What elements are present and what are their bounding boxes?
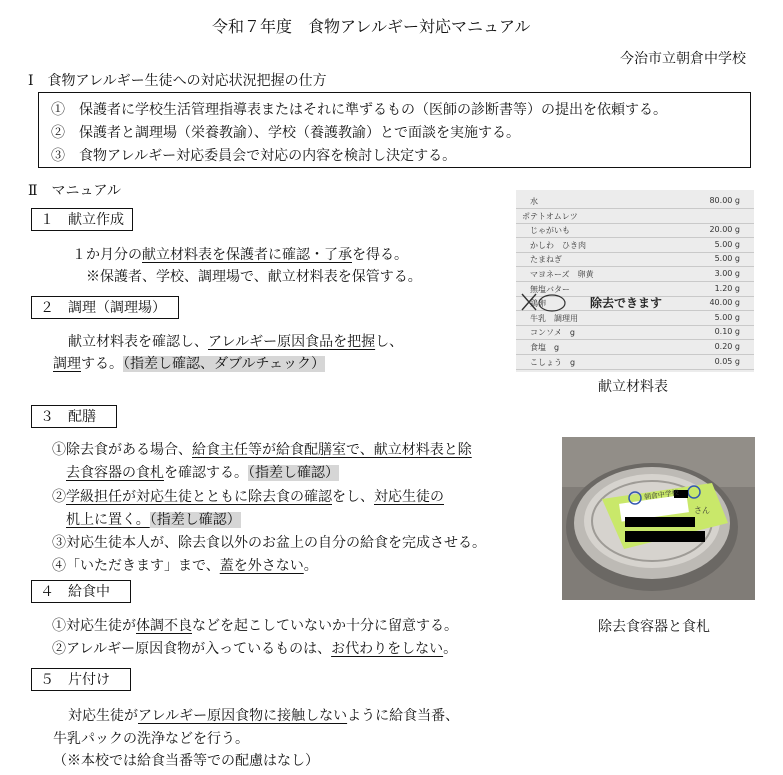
s3-line1-a: ①除去食がある場合、 (52, 442, 192, 458)
sheet-row-value: 0.10 g (714, 327, 740, 337)
s5-line3: （※本校では給食当番等での配慮はなし） (53, 753, 319, 769)
sheet-row-value: 1.20 g (714, 283, 740, 293)
s3-line4 (66, 509, 241, 529)
sheet-row-name: マヨネーズ 卵黄 (530, 270, 594, 279)
s2-line1-a: 献立材料表を確認し、 (68, 334, 208, 350)
s3-line6 (52, 555, 318, 575)
meal-label-school: 朝倉中学校 (643, 488, 680, 502)
sheet-row-value: 0.05 g (714, 356, 740, 366)
s4-line2-b: お代わりをしない (331, 641, 444, 657)
sheet-row-name: 鶏卵 (530, 299, 546, 309)
s4-line1 (52, 615, 458, 635)
s1-line1 (72, 244, 408, 264)
container-caption: 除去食容器と食札 (598, 619, 710, 635)
sheet-row-name: 牛乳 調理用 (530, 313, 578, 323)
meal-label-suffix: さん (694, 506, 710, 515)
subsection-2-title: ２ 調理（調理場） (31, 296, 179, 319)
s3-line2-b: を確認する。 (164, 465, 248, 481)
s4-line2 (52, 638, 457, 658)
s2-line2 (53, 353, 325, 373)
section1-item-3: ③ 食物アレルギー対応委員会で対応の内容を検討し決定する。 (51, 148, 457, 164)
cross-mark-icon (516, 190, 754, 372)
sheet-row-name: たまねぎ (530, 255, 562, 265)
subsection-4-title: ４ 給食中 (31, 580, 131, 603)
s3-line2-a: 去食容器の食札 (66, 465, 164, 481)
s2-line1 (68, 331, 403, 351)
ingredient-sheet-photo (516, 190, 754, 372)
s2-line2-b: する。 (81, 356, 123, 372)
handwritten-note: 除去できます (590, 296, 663, 310)
container-photo (562, 437, 755, 600)
sheet-row-value: 20.00 g (709, 225, 740, 235)
s4-line2-c: 。 (443, 641, 458, 657)
section1-item-1: ① 保護者に学校生活管理指導表またはそれに準ずるもの（医師の診断書等）の提出を依頼する。 (51, 102, 667, 118)
sheet-row-value: 5.00 g (714, 239, 740, 249)
section1-heading: Ⅰ 食物アレルギー生徒への対応状況把握の仕方 (28, 73, 327, 89)
s5-line1-c: ように給食当番、 (347, 708, 460, 724)
s3-line4-a: 机上に置く。 (66, 512, 150, 528)
s4-line2-a: ②アレルギー原因食物が入っているものは、 (52, 641, 332, 657)
s3-line4-b: （指差し確認） (149, 512, 241, 528)
s3-line2 (66, 462, 339, 482)
s3-line3 (52, 486, 444, 506)
s3-line2-c: （指差し確認） (248, 465, 339, 481)
s3-line1 (52, 439, 472, 459)
s1-line1-a: １か月分の (72, 247, 142, 263)
sheet-row-name: かしわ ひき肉 (530, 240, 586, 250)
s3-line5: ③対応生徒本人が、除去食以外のお盆上の自分の給食を完成させる。 (52, 535, 486, 551)
s2-line1-b: アレルギー原因食品を把握 (208, 334, 376, 350)
s3-line3-b: 学級担任が対応生徒とともに除去食の確認 (66, 489, 332, 505)
sheet-row-value: 80.00 g (709, 196, 740, 205)
school-name: 今治市立朝倉中学校 (620, 51, 746, 67)
s1-line2: ※保護者、学校、調理場で、献立材料表を保管する。 (86, 269, 422, 285)
sheet-row-name: こしょう g (530, 357, 576, 367)
s4-line1-a: ①対応生徒が (52, 618, 136, 634)
section1-box (38, 92, 751, 168)
sheet-row-name: 水 (530, 197, 538, 206)
s5-line1-b: アレルギー原因食物に接触しない (138, 708, 348, 724)
sheet-row-value: 0.20 g (714, 342, 740, 351)
s3-line6-c: 。 (303, 558, 318, 574)
s3-line3-c: をし、 (332, 489, 374, 505)
subsection-5-title: ５ 片付け (31, 668, 131, 691)
sheet-row-name: じゃがいも (530, 226, 570, 236)
section1-item-2: ② 保護者と調理場（栄養教諭）、学校（養護教諭）とで面談を実施する。 (51, 125, 520, 141)
sheet-row-value: 3.00 g (714, 269, 740, 278)
s4-line1-b: 体調不良 (136, 618, 192, 634)
s3-line6-a: ④「いただきます」まで、 (52, 558, 220, 574)
s3-line6-b: 蓋を外さない (219, 558, 304, 574)
s5-line1 (68, 705, 459, 725)
subsection-3-title: ３ 配膳 (31, 405, 117, 428)
container-icon (562, 437, 755, 600)
subsection-1-title: １ 献立作成 (31, 208, 133, 231)
sheet-row-value: 40.00 g (709, 298, 740, 308)
s2-line1-c: し、 (375, 334, 404, 350)
s2-line2-a: 調理 (53, 356, 81, 372)
s4-line1-c: などを起こしていないか十分に留意する。 (192, 618, 458, 634)
s2-line2-c: （指差し確認、ダブルチェック） (123, 356, 326, 372)
sheet-row-value: 5.00 g (714, 312, 740, 322)
s3-line3-a: ② (52, 489, 66, 505)
s5-line1-a: 対応生徒が (68, 708, 138, 724)
s3-line1-b: 給食主任等が給食配膳室で、献立材料表と除 (192, 442, 472, 458)
s1-line1-b: 献立材料表を保護者に確認・了承 (142, 247, 352, 263)
sheet-row-name: 無塩バター (530, 284, 570, 294)
sheet-row-name: コンソメ g (530, 328, 575, 338)
s3-line3-d: 対応生徒の (374, 489, 444, 505)
s1-line1-c: を得る。 (352, 247, 408, 263)
sheet-row-name: ポテトオムレツ (522, 211, 578, 221)
sheet-row-value: 5.00 g (714, 254, 740, 264)
ingredient-sheet-caption: 献立材料表 (598, 379, 668, 395)
page-title: 令和７年度 食物アレルギー対応マニュアル (212, 17, 531, 36)
s5-line2: 牛乳パックの洗浄などを行う。 (53, 731, 249, 747)
section2-heading: Ⅱ マニュアル (28, 183, 121, 199)
sheet-row-name: 食塩 g (530, 343, 560, 352)
